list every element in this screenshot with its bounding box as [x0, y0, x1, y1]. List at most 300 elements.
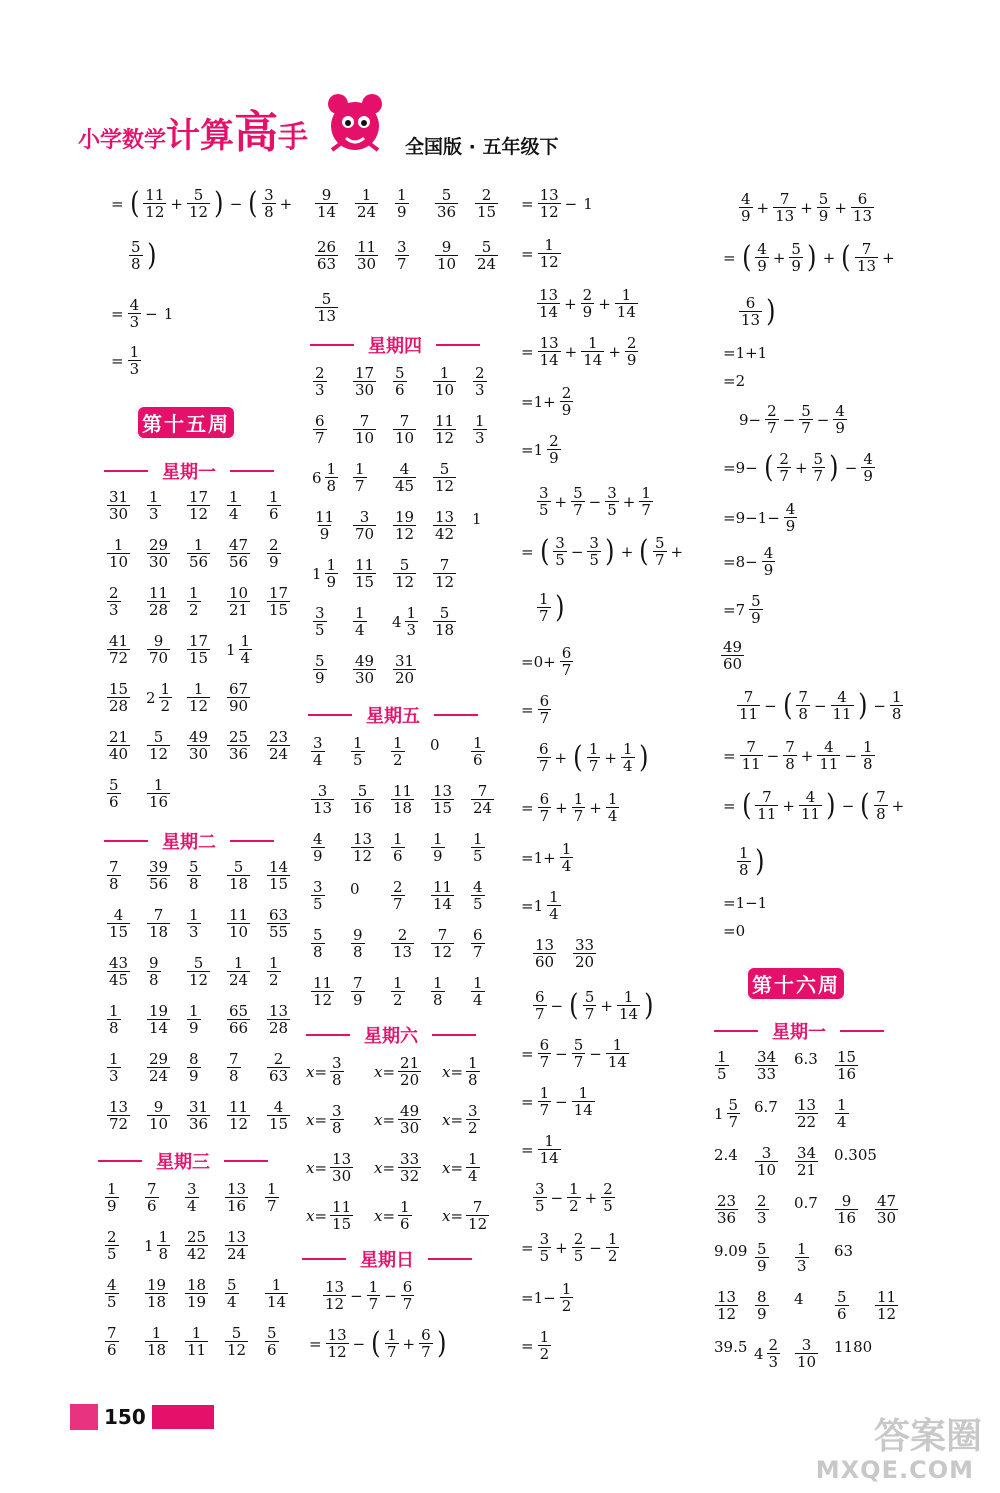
answer-value: 1 4 [561, 840, 572, 875]
answer-value: 1 3 [475, 412, 485, 447]
answer-cell [390, 880, 406, 912]
answer-cell [352, 462, 368, 494]
answer-cell [352, 510, 377, 542]
answer-cell [226, 682, 251, 714]
book-title: 小学数学计算高手 [78, 107, 309, 158]
answer-cell [834, 1242, 853, 1260]
answer-cell [306, 1056, 345, 1088]
answer-cell [390, 784, 415, 816]
work-line: 3 5 + 5 7 − 3 5 + 1 7 [536, 486, 654, 518]
answer-value: 2 3 [109, 584, 119, 619]
answer-value: 4 9 [763, 544, 774, 579]
answer-value: 2 15 [477, 186, 497, 221]
answer-cell [312, 366, 328, 398]
week-badge: 第十六周 [746, 966, 846, 1001]
answer-cell [184, 1326, 209, 1358]
answer-cell [104, 1278, 120, 1310]
answer-value: 11 30 [357, 238, 377, 273]
answer-value: 47 56 [229, 536, 249, 571]
answer-value: 1 14 [539, 1132, 559, 1167]
answer-value: x= $\frac{3}{8}$ [306, 1102, 342, 1137]
answer-value: 3 5 [607, 484, 617, 519]
answer-value: 4 15 [109, 906, 129, 941]
answer-cell [430, 976, 446, 1008]
answer-value: 1 3 [149, 488, 159, 523]
answer-cell [352, 414, 377, 446]
answer-cell [442, 1200, 490, 1232]
answer-value: 1 8 [739, 844, 749, 879]
answer-value: 2.4 [714, 1146, 738, 1164]
answer-cell [314, 240, 339, 272]
answer-value: 1 11 [187, 1324, 207, 1359]
answer-value: 6 7 [421, 1326, 431, 1361]
answer-value: 1 1 8 [144, 1228, 169, 1263]
answer-cell [432, 462, 457, 494]
answer-cell [392, 462, 417, 494]
answer-cell [714, 1242, 747, 1260]
answer-value: 4 [794, 1290, 804, 1308]
answer-cell [144, 1326, 169, 1358]
answer-value: 1 9 [189, 1002, 199, 1037]
answer-value: 1 7 [588, 740, 599, 775]
work-line: 1 7 ) [536, 592, 567, 624]
answer-value: 33 20 [575, 936, 595, 971]
answer-cell [834, 1338, 872, 1356]
answer-value: 7 24 [473, 782, 493, 817]
answer-value: 4 11 [832, 688, 852, 723]
answer-cell [834, 1098, 850, 1130]
answer-cell [306, 1104, 345, 1136]
answer-value: 5 12 [395, 556, 415, 591]
answer-cell [532, 938, 557, 970]
answer-value: 2 9 [582, 286, 593, 321]
answer-cell [266, 956, 282, 988]
answer-value: 5 16 [353, 782, 373, 817]
answer-cell [714, 1098, 741, 1130]
answer-value: 1 7 [355, 460, 365, 495]
answer-value: 4 9 [835, 402, 845, 437]
answer-value: 4 11 [800, 788, 821, 823]
answer-value: 1 4 [229, 488, 239, 523]
answer-cell [794, 1242, 810, 1274]
answer-value: 0.7 [794, 1194, 818, 1212]
answer-value: 7 12 [433, 926, 453, 961]
answer-cell [266, 586, 291, 618]
answer-value: 1 6 [269, 488, 279, 523]
answer-value: x= $\frac{11}{15}$ [306, 1198, 352, 1233]
answer-value: 3 10 [797, 1336, 817, 1371]
answer-cell [470, 880, 486, 912]
answer-cell [106, 682, 131, 714]
answer-value: 6 1 8 [312, 460, 337, 495]
answer-cell [312, 558, 339, 590]
answer-value: 1 12 [539, 236, 559, 271]
answer-value: 63 [834, 1242, 854, 1260]
work-line: = 1 7 − 1 14 [518, 1086, 596, 1118]
answer-cell [106, 1100, 131, 1132]
answer-value: 1 14 [607, 1036, 627, 1071]
answer-value: 7 6 [107, 1324, 117, 1359]
answer-value: 1 10 [109, 536, 129, 571]
answer-cell [720, 640, 745, 672]
answer-value: 13 15 [433, 782, 453, 817]
answer-cell [714, 1338, 747, 1356]
day-header: 星期六 [306, 1022, 476, 1048]
answer-value: 1 3 [109, 1050, 119, 1085]
work-line: = 4 3 − 1 [111, 296, 174, 331]
answer-cell [472, 510, 482, 528]
answer-value: 13 12 [325, 1278, 345, 1313]
work-line: 9− 2 7 − 5 7 − 4 9 [736, 404, 848, 436]
answer-value: 4 2 3 [754, 1336, 779, 1371]
answer-value: 2 63 [269, 1050, 289, 1085]
answer-value: 6 13 [741, 294, 761, 329]
answer-value: 39.5 [714, 1338, 748, 1356]
answer-value: 5 12 [189, 954, 209, 989]
answer-cell [104, 1182, 120, 1214]
answer-cell [714, 1146, 738, 1164]
day-header: 星期四 [310, 332, 480, 358]
answer-cell [146, 1004, 171, 1036]
work-line: 6 7 − ( 5 7 + 1 14 ) [532, 990, 657, 1022]
answer-value: 31 20 [395, 652, 415, 687]
answer-value: 4 45 [395, 460, 415, 495]
answer-cell [354, 188, 379, 220]
answer-value: 8 9 [189, 1050, 199, 1085]
answer-cell [226, 1004, 251, 1036]
answer-value: 4 9 [757, 240, 767, 275]
answer-value: 11 12 [435, 412, 455, 447]
answer-cell [430, 832, 446, 864]
answer-cell [264, 1182, 280, 1214]
answer-cell [146, 1052, 171, 1084]
answer-cell [794, 1098, 819, 1130]
answer-cell [390, 736, 406, 768]
edition-label: 全国版 · 五年级下 [405, 136, 559, 158]
answer-value: 6.7 [754, 1098, 778, 1116]
answer-value: 1 1 9 [312, 556, 337, 591]
answer-cell [146, 682, 173, 714]
answer-value: 2 5 [107, 1228, 117, 1263]
answer-value: 7 10 [395, 412, 415, 447]
answer-value: 1 6 [393, 830, 403, 865]
work-line: = 6 7 [518, 694, 552, 726]
answer-cell [186, 956, 211, 988]
answer-value: 5 4 [227, 1276, 237, 1311]
answer-cell [106, 778, 122, 810]
answer-value: 1 4 [607, 790, 618, 825]
answer-value: 14 15 [269, 858, 289, 893]
answer-cell [226, 634, 253, 666]
answer-value: x= $\frac{13}{30}$ [306, 1150, 352, 1185]
page-bar [152, 1405, 214, 1429]
answer-value: 5 6 [837, 1288, 847, 1323]
answer-value: 25 42 [187, 1228, 207, 1263]
answer-value: 11 12 [145, 186, 165, 221]
answer-cell [352, 366, 377, 398]
answer-value: 1 2 [539, 1328, 550, 1363]
answer-value: 15 28 [109, 680, 129, 715]
answer-cell [794, 1146, 819, 1178]
answer-value: 5 7 [654, 534, 665, 569]
work-line: 4 9 + 7 13 + 5 9 + 6 13 [738, 192, 875, 224]
watermark-url: MXQE.COM [815, 1456, 974, 1484]
work-line: =1+ 1 4 [518, 842, 574, 874]
answer-cell [754, 1338, 781, 1370]
answer-value: 17 12 [189, 488, 209, 523]
answer-cell [432, 510, 457, 542]
answer-value: 6 7 [535, 988, 545, 1023]
answer-value: 13 12 [327, 1326, 347, 1361]
answer-value: 23 36 [717, 1192, 737, 1227]
answer-cell [146, 860, 171, 892]
answer-cell [146, 490, 162, 522]
work-line: = ( 3 5 − 3 5 ) + ( 5 7 + [521, 534, 684, 569]
answer-value: 3 8 [264, 186, 274, 221]
answer-value: 7 13 [775, 190, 795, 225]
answer-value: 11 18 [393, 782, 413, 817]
answer-value: 7 8 [785, 738, 795, 773]
answer-value: 1 7 [267, 1180, 277, 1215]
answer-value: 6 7 [539, 1036, 550, 1071]
answer-cell [754, 1290, 770, 1322]
answer-value: 1 14 [267, 1276, 287, 1311]
answer-value: 1 2 [393, 974, 403, 1009]
answer-cell [312, 606, 328, 638]
answer-value: 1 8 [433, 974, 443, 1009]
answer-value: 7 9 [353, 974, 363, 1009]
answer-cell [374, 1104, 422, 1136]
answer-value: 65 66 [229, 1002, 249, 1037]
mascot-icon [318, 86, 392, 160]
work-line: = 1 2 [518, 1330, 552, 1362]
answer-value: 11 15 [355, 556, 375, 591]
answer-value: 1 3 [129, 343, 140, 378]
answer-cell [394, 188, 410, 220]
answer-value: 1 2 [269, 954, 279, 989]
answer-value: 2 5 [573, 1230, 584, 1265]
answer-value: 1 3 [189, 906, 199, 941]
answer-cell [430, 880, 455, 912]
answer-value: 63 55 [269, 906, 289, 941]
answer-value: 2 9 [269, 536, 279, 571]
answer-cell [186, 586, 202, 618]
answer-cell [350, 976, 366, 1008]
answer-value: 1 7 [539, 590, 549, 625]
answer-cell [226, 956, 251, 988]
answer-value: 19 18 [147, 1276, 167, 1311]
answer-value: 7 12 [435, 556, 455, 591]
answer-cell [226, 1100, 251, 1132]
answer-cell [434, 240, 459, 272]
answer-cell [106, 490, 131, 522]
answer-value: 4 9 [863, 450, 873, 485]
answer-value: 13 24 [227, 1228, 247, 1263]
answer-value: 3 5 [315, 604, 325, 639]
answer-value: 11 12 [877, 1288, 897, 1323]
answer-cell [390, 928, 415, 960]
answer-value: 13 60 [535, 936, 555, 971]
answer-cell [186, 1100, 211, 1132]
answer-value: x= $\frac{1}{6}$ [374, 1198, 410, 1233]
answer-value: 17 15 [269, 584, 289, 619]
day-header: 星期一 [104, 458, 274, 484]
answer-value: 5 9 [757, 1240, 767, 1275]
answer-value: 6 7 [402, 1278, 413, 1313]
answer-cell [834, 1146, 877, 1164]
answer-value: 11 28 [149, 584, 169, 619]
answer-cell [390, 832, 406, 864]
work-line: =1−1 [723, 894, 768, 912]
answer-value: 7 11 [739, 688, 759, 723]
answer-value: 1180 [834, 1338, 873, 1356]
answer-cell [104, 1230, 120, 1262]
answer-cell [224, 1182, 249, 1214]
answer-value: 7 8 [876, 788, 886, 823]
work-line: = 1 14 [518, 1134, 562, 1166]
answer-cell [714, 1050, 730, 1082]
answer-value: 34 21 [797, 1144, 817, 1179]
answer-value: 21 40 [109, 728, 129, 763]
answer-value: 3 5 [535, 1180, 545, 1215]
answer-cell [186, 682, 211, 714]
answer-value: 1 2 [189, 584, 199, 619]
answer-cell [754, 1146, 779, 1178]
answer-value: 9 70 [149, 632, 169, 667]
answer-cell [434, 188, 459, 220]
answer-value: 23 24 [269, 728, 289, 763]
answer-cell [312, 462, 339, 494]
answer-value: 19 12 [395, 508, 415, 543]
answer-cell [226, 490, 242, 522]
work-line: = 1 12 [518, 238, 562, 270]
answer-value: 18 19 [187, 1276, 207, 1311]
answer-value: 2 9 [626, 334, 637, 369]
work-line: =1+ 2 9 [518, 386, 574, 418]
answer-cell [834, 1290, 850, 1322]
answer-value: 5 18 [229, 858, 249, 893]
answer-value: 3 13 [313, 782, 333, 817]
answer-value: 5 7 [584, 988, 595, 1023]
answer-cell [106, 730, 131, 762]
answer-value: 5 7 [573, 1036, 584, 1071]
answer-cell [266, 860, 291, 892]
answer-cell [144, 1182, 160, 1214]
work-line: =7 5 9 [720, 594, 764, 626]
answer-value: 2 3 [315, 364, 325, 399]
answer-cell [714, 1194, 739, 1226]
answer-value: 5 36 [437, 186, 457, 221]
answer-value: x= $\frac{3}{8}$ [306, 1054, 342, 1089]
answer-cell [306, 1152, 354, 1184]
answer-cell [834, 1194, 859, 1226]
answer-value: 11 9 [315, 508, 335, 543]
answer-value: 6 7 [539, 790, 550, 825]
answer-cell [186, 860, 202, 892]
day-header: 星期三 [98, 1148, 268, 1174]
answer-value: 1 24 [357, 186, 377, 221]
work-line: =0+ 6 7 [518, 646, 574, 678]
answer-value: 1 56 [189, 536, 209, 571]
answer-value: 7 18 [149, 906, 169, 941]
answer-cell [352, 606, 368, 638]
answer-value: 1 6 [473, 734, 483, 769]
answer-cell [186, 1004, 202, 1036]
answer-cell [310, 736, 326, 768]
answer-cell [390, 976, 406, 1008]
answer-value: 5 12 [435, 460, 455, 495]
answer-cell [314, 292, 339, 324]
answer-cell [266, 730, 291, 762]
work-line: = ( 4 9 + 5 9 ) + ( 7 13 + [723, 240, 895, 275]
answer-cell [470, 784, 495, 816]
page-marker [70, 1404, 98, 1430]
answer-value: 5 12 [227, 1324, 247, 1359]
work-line: = 13 12 − ( 1 7 + 6 7 ) [309, 1326, 447, 1361]
answer-value: 7 13 [856, 240, 877, 275]
answer-value: 1 4 [837, 1096, 847, 1131]
answer-cell [874, 1290, 899, 1322]
answer-cell [392, 510, 417, 542]
answer-value: 7 8 [109, 858, 119, 893]
answer-cell [306, 1200, 354, 1232]
answer-cell [146, 586, 171, 618]
answer-value: 9 10 [149, 1098, 169, 1133]
week-badge: 第十五周 [136, 405, 236, 440]
work-line: = 13 12 − 1 [521, 186, 593, 221]
work-line: = 6 7 + 1 7 + 1 4 [518, 792, 620, 824]
answer-cell [350, 832, 375, 864]
answer-cell [264, 1326, 280, 1358]
answer-value: 7 8 [798, 688, 808, 723]
answer-value: 6 7 [539, 692, 550, 727]
day-header: 星期五 [308, 702, 478, 728]
work-line: =1 1 4 [518, 890, 562, 922]
answer-value: 3 7 [397, 238, 407, 273]
answer-value: 6.3 [794, 1050, 818, 1068]
answer-cell [312, 654, 328, 686]
answer-value: x= $\frac{1}{4}$ [442, 1150, 478, 1185]
answer-cell [472, 366, 488, 398]
page-number: 150 [70, 1404, 214, 1430]
answer-cell [314, 188, 339, 220]
answer-value: 13 72 [109, 1098, 129, 1133]
answer-value: 5 13 [317, 290, 337, 325]
work-line: = 13 14 + 1 14 + 2 9 [518, 336, 639, 368]
answer-cell [432, 414, 457, 446]
answer-cell [470, 832, 486, 864]
answer-value: 13 14 [539, 286, 559, 321]
answer-value: x= $\frac{49}{30}$ [374, 1102, 420, 1137]
answer-cell [184, 1230, 209, 1262]
answer-value: 3 5 [313, 878, 323, 913]
answer-value: 13 16 [227, 1180, 247, 1215]
answer-value: 7 11 [757, 788, 777, 823]
work-line: 6 7 + ( 1 7 + 1 4 ) [536, 742, 651, 774]
answer-cell [430, 928, 455, 960]
answer-cell [146, 730, 171, 762]
answer-cell [266, 1100, 291, 1132]
answer-cell [442, 1104, 481, 1136]
work-line: =0 [723, 922, 746, 940]
answer-value: 41 72 [109, 632, 129, 667]
answer-value: 9 8 [353, 926, 363, 961]
answer-value: 1 8 [891, 688, 902, 723]
answer-value: 1 3 [797, 1240, 807, 1275]
answer-cell [834, 1050, 859, 1082]
answer-cell [442, 1056, 481, 1088]
answer-cell [104, 1326, 120, 1358]
